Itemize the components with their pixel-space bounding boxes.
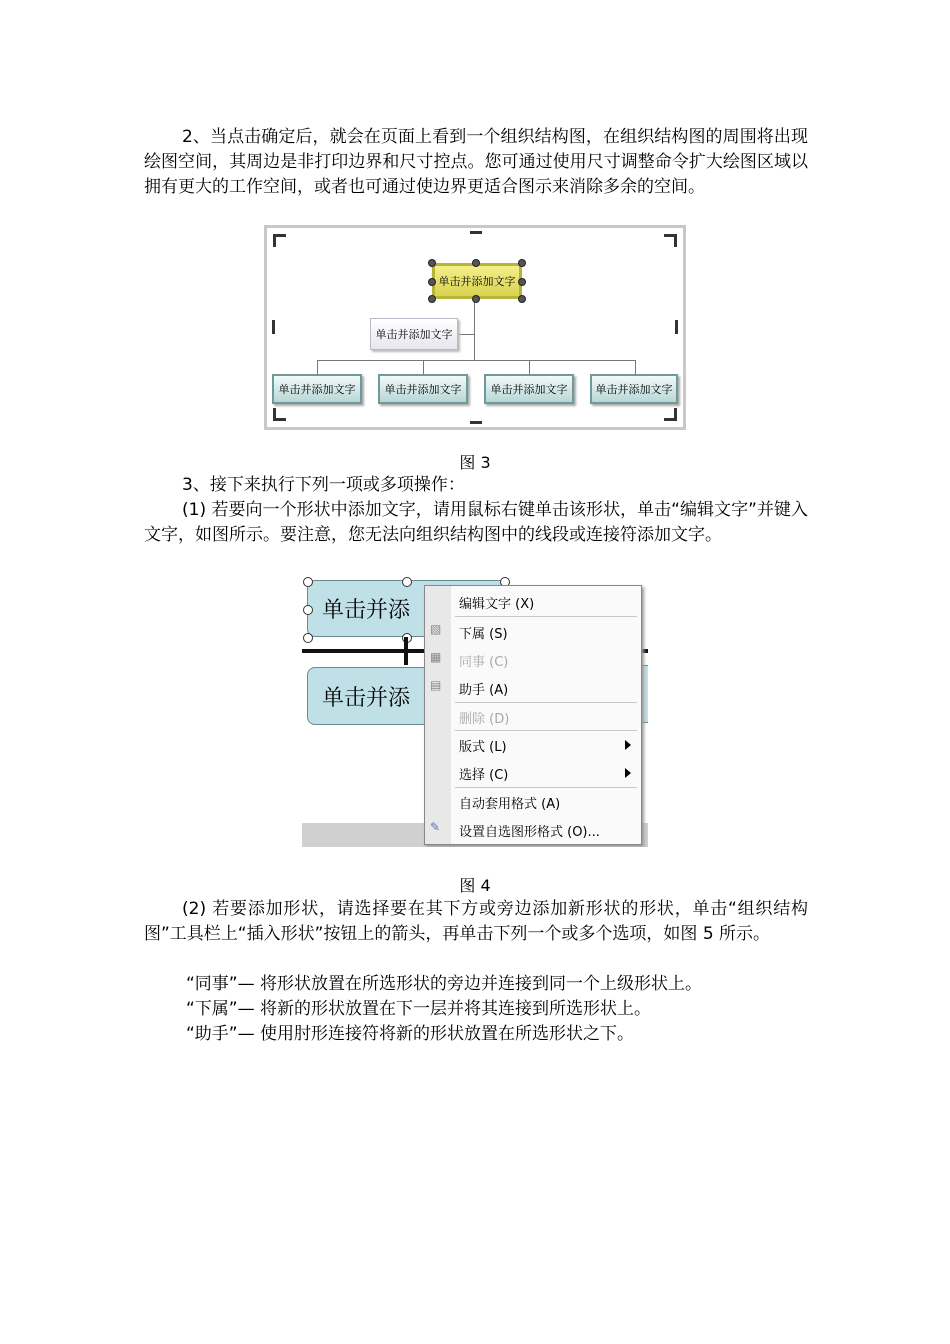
selection-handle[interactable] [518,259,526,267]
selection-handle[interactable] [472,259,480,267]
connector-vertical [474,298,475,360]
option-subordinate: “下属”— 将新的形状放置在下一层并将其连接到所选形状上。 [186,999,652,1019]
menu-item-delete[interactable]: 删除 (D) [459,712,510,727]
crop-corner-bottom-left[interactable] [273,408,286,421]
connector-line [404,637,408,665]
crop-mark-right[interactable] [675,320,678,334]
selection-handle[interactable] [428,295,436,303]
connector-drop [423,360,424,374]
coworker-icon: ▦ [430,650,442,664]
selection-handle[interactable] [472,295,480,303]
menu-item-layout[interactable]: 版式 (L) [459,740,507,755]
paragraph-steps: 3、接下来执行下列一项或多项操作： [182,475,465,495]
menu-item-coworker[interactable]: 同事 (C) [459,655,509,670]
crop-mark-top[interactable] [470,231,482,234]
selection-handle[interactable] [303,633,313,643]
figure-caption: 图 3 [459,453,491,472]
selection-handle[interactable] [518,295,526,303]
paragraph-add-shape: (2) 若要添加形状，请选择要在其下方或旁边添加新形状的形状，单击“组织结构图”工具栏上“插入形状”按钮上的箭头，再单击下列一个或多个选项，如图 5 所示。 [144,899,808,944]
org-chart-figure [264,225,686,430]
org-box-selected[interactable]: 单击并添 [307,580,507,637]
menu-item-assistant[interactable]: 助手 (A) [459,683,509,698]
crop-corner-top-left[interactable] [273,234,286,247]
menu-item-format-shape[interactable]: 设置自选图形格式 (O)... [459,825,600,840]
selection-handle[interactable] [428,259,436,267]
selection-handle[interactable] [402,577,412,587]
submenu-arrow-icon [625,740,631,750]
context-menu-figure [302,577,648,847]
menu-separator [455,616,637,617]
connector-horizontal [317,360,635,361]
figure-caption: 图 4 [459,876,491,895]
menu-item-autoformat[interactable]: 自动套用格式 (A) [459,797,561,812]
connector-assistant [457,334,474,335]
org-box-subordinate[interactable]: 单击并添加文字 [378,374,468,404]
menu-separator [455,730,637,731]
assistant-icon: ▤ [430,678,442,692]
subordinate-icon: ▧ [430,622,442,636]
crop-mark-bottom[interactable] [470,421,482,424]
org-box[interactable]: 单击并添 [307,667,507,725]
menu-item-select[interactable]: 选择 (C) [459,768,509,783]
selection-handle[interactable] [303,605,313,615]
crop-mark-left[interactable] [272,320,275,334]
paragraph-intro: 2、当点击确定后，就会在页面上看到一个组织结构图，在组织结构图的周围将出现绘图空间，其周边是非打印边界和尺寸控点。您可通过使用尺寸调整命令扩大绘图区域以拥有更大的工作空间，或者也可通过使边界更适合图示来消除多余的空间。 [144,127,808,197]
context-menu [424,585,642,845]
org-box-subordinate[interactable]: 单击并添加文字 [590,374,678,404]
option-coworker: “同事”— 将形状放置在所选形状的旁边并连接到同一个上级形状上。 [186,974,703,994]
org-box-top[interactable]: 单击并添加文字 [432,263,522,299]
format-shape-icon: ✎ [430,820,441,834]
connector-drop [529,360,530,374]
org-box-assistant[interactable]: 单击并添加文字 [370,318,458,350]
submenu-arrow-icon [625,768,631,778]
selection-handle[interactable] [518,278,526,286]
menu-separator [455,787,637,788]
menu-item-edit-text[interactable]: 编辑文字 (X) [459,597,535,612]
paragraph-add-text: (1) 若要向一个形状中添加文字，请用鼠标右键单击该形状，单击“编辑文字”并键入文字，如图所示。要注意，您无法向组织结构图中的线段或连接符添加文字。 [144,500,808,545]
crop-corner-bottom-right[interactable] [664,408,677,421]
menu-separator [455,702,637,703]
org-box-subordinate[interactable]: 单击并添加文字 [272,374,362,404]
connector-drop [317,360,318,374]
org-box-subordinate[interactable]: 单击并添加文字 [484,374,574,404]
selection-handle[interactable] [303,577,313,587]
menu-item-subordinate[interactable]: 下属 (S) [459,627,508,642]
crop-corner-top-right[interactable] [664,234,677,247]
option-assistant: “助手”— 使用肘形连接符将新的形状放置在所选形状之下。 [186,1024,635,1044]
connector-drop [635,360,636,374]
selection-handle[interactable] [428,278,436,286]
